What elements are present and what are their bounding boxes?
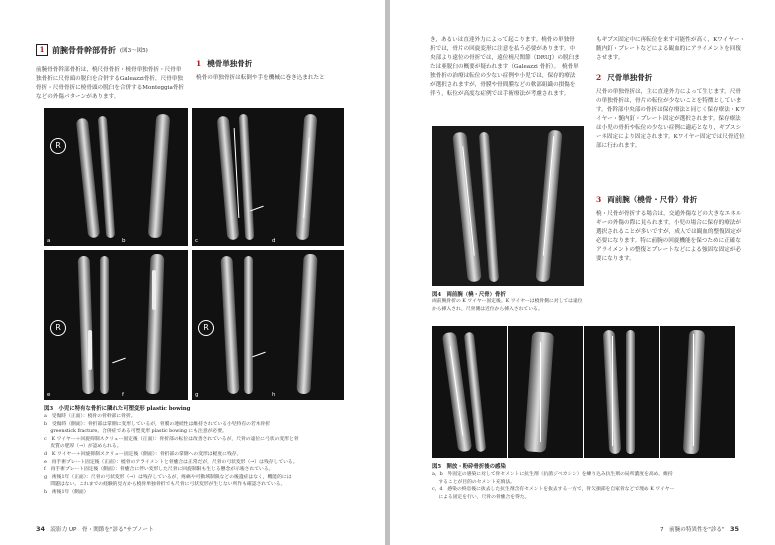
panel-label-f: f [122, 392, 124, 398]
figure-3-caption-title: 図3 小児に特有な骨折に隣れた可塑変形 plastic bowing [44, 406, 191, 412]
r-marker: R [50, 138, 66, 154]
caption-item: 皮質の肥厚（→）が認められる。 [44, 444, 122, 450]
caption-item: することが目的のセメント充填法。 [432, 479, 516, 485]
caption-item: a，b 外固定の感染に対して骨セメントに抗生剤（抗菌ジベカシン）を練り込み抗生剤の局所濃度を高め，維持 [432, 472, 673, 477]
r-marker: R [198, 320, 214, 336]
subsection-title: 橈骨単独骨折 [207, 59, 253, 68]
subsection-paragraph-2: 尺骨の単独骨折は，主に直達外力によって生じます。尺骨の単独骨折は，骨片の転位が少ないことを特徴としています。骨幹部中央部の骨折は保存療法と同じく保存療法・Kワイヤー・髄内釘・プレート固定が選択されます。保存療法は小児の骨折や転位の少ない症例に適応となり，ギプスシーネ固定により固定されます。Kワイヤー固定では尺骨近位部に行われます。 [596, 89, 746, 149]
figure-4-caption-title: 図4 両前腕（橈・尺骨）骨折 [432, 292, 506, 298]
caption-item: c，d 感染の終息後に抜去した抗生剤含有セメントを抜去する一方で，骨欠損部を自家骨などで埋め K ワイヤー [432, 487, 675, 493]
caption-item: d K ワイヤー＋回旋抑制スクリュー固定後（側面）：骨折部の掌側への変形は軽度に残存。 [44, 451, 242, 457]
caption-item: e 再手術プレート固定後（正面）：橈骨のアライメントと骨癒合は正常だが，尺骨の弓状変形（→）は残存している。 [44, 459, 298, 465]
xray-panel-5d [660, 326, 735, 458]
continued-paragraph: き，あるいは直達外力によって起こります。橈骨の単独骨折では，骨片の回旋変形に注意を払う必要があります。中央部より遠位の骨折では，遠位橈尺関節（DRUJ）の脱臼または亜脱臼の概要が疑われます（Galeazzi 骨折）。 橈骨単独骨折の治療は転位の少ない症例や小児では，保存的療法が選択されますが，骨膜や骨間膜などの軟部組織の損傷を伴う，転位が高度な症例では手術療法が考慮されます。 [430, 37, 580, 97]
panel-label-a: a [47, 238, 51, 244]
intro-paragraph: 前腕骨骨幹部骨折は，橈尺骨骨折・橈骨単独骨折・尺骨単独骨折に尺骨頭の脱臼を合併するGaleazzi骨折，尺骨単独骨折・尺骨骨折に橈骨頭の脱臼を合併するMonteggia骨折などの外傷パターンがあります。 [36, 67, 185, 100]
subsection-paragraph-1: 橈骨の単独骨折は転倒や手を機械に巻き込まれたと [196, 75, 325, 81]
panel-label-e: e [47, 392, 51, 398]
panel-label-h: h [272, 392, 276, 398]
right-page [390, 0, 775, 545]
subsection-title: 尺骨単独骨折 [607, 73, 653, 82]
subsection-number: 3 [596, 195, 602, 204]
caption-item: greenstick fracture。合併症である可塑変形 plastic bowing にも注意が必要。 [44, 429, 227, 435]
caption-item: c K ワイヤー＋回旋抑制スクリュー固定後（正面）：骨折部の転位は改善されているが，尺骨の遠位に弓状の変形と骨 [44, 436, 299, 442]
xray-panel-5b [508, 326, 583, 458]
xray-panel-cd [192, 108, 344, 246]
subsection-heading-1 [196, 58, 252, 69]
xray-panel-5c [584, 326, 659, 458]
subsection-paragraph-3: 橈・尺骨が骨折する場合は，交通外傷などの大きなエネルギーの外傷の際に見られます。小児の場合に保存的療法が選択されることが多いですが，成人では観血的整復固定が必要になります。特に前腕の回旋機能を保つために正確なアライメントの整復とプレートなどによる強固な固定が必要になります。 [596, 211, 742, 262]
section-title: 前腕骨骨幹部骨折 [52, 44, 116, 55]
figure-3-caption-list [44, 413, 344, 497]
subsection-number: 1 [196, 59, 202, 68]
xray-panel-ab [44, 108, 188, 246]
right-page-number: 35 [729, 525, 739, 533]
caption-item: 問題はない。これまでの経験的見方から橈骨単独骨折でも尺骨に弓状変形が生じない所作も確認されている。 [44, 482, 286, 488]
xray-figure-4 [432, 126, 584, 286]
figure-5-caption-title: 図5 開放・粉砕骨折後の感染 [432, 464, 506, 470]
subsection-heading-2 [596, 72, 652, 83]
right-running-title: 7 前腕の特異性を"診る" [659, 527, 725, 533]
section-subtitle: (図3～図5) [120, 48, 148, 54]
caption-item: b 受傷時（側面）：骨折部は掌側に変形しているが，骨膜の連続性は維持されている小児特有の若木骨折 [44, 421, 271, 427]
xray-panel-gh [192, 250, 344, 400]
left-footer [36, 525, 154, 533]
figure-5-caption-list [432, 471, 735, 501]
right-column-paragraph: もギプス固定中に再転位を来す可能性が高く，Kワイヤー・髄内釘・プレートなどによる観血的にアライメントを回復させます。 [596, 37, 746, 61]
section-heading [36, 44, 148, 56]
figure-4-caption-text: 両前腕骨折の K ワイヤー固定後。K ワイヤーは橈骨側に対しては遠位から挿入され，尺骨側は近位から挿入されている。 [432, 299, 583, 312]
panel-label-g: g [195, 392, 199, 398]
left-page-number: 34 [36, 525, 46, 533]
subsection-heading-3 [596, 194, 697, 205]
caption-item: a 受傷時（正面）：橈骨の骨幹部に骨折。 [44, 414, 136, 419]
r-marker: R [50, 320, 66, 336]
panel-label-d: d [272, 238, 276, 244]
caption-item: h 術後1年（側面） [44, 489, 89, 495]
subsection-title: 両前腕（橈骨・尺骨）骨折 [607, 195, 698, 204]
left-page [0, 0, 385, 545]
panel-label-c: c [195, 238, 199, 244]
right-footer [660, 525, 739, 533]
section-number: 1 [36, 44, 48, 56]
caption-item: f 再手術プレート固定後（側面）：骨癒合に伴い変形した尺骨に回旋制限も生じる懸念が示唆されている。 [44, 467, 274, 473]
xray-panel-ef [44, 250, 188, 400]
subsection-number: 2 [596, 73, 602, 82]
left-running-title: 読影力 UP 骨・関節を"診る"サブノート [50, 527, 154, 533]
xray-panel-5a [432, 326, 507, 458]
caption-item: g 術後1年（正面）：尺骨の弓状変形（→）は残存しているが，疼痛や可動域制限などの後遺症はなく，機能的には [44, 474, 292, 480]
caption-item: による固定を行い，尺骨の骨癒合を得た。 [432, 494, 530, 500]
panel-label-b: b [122, 238, 126, 244]
